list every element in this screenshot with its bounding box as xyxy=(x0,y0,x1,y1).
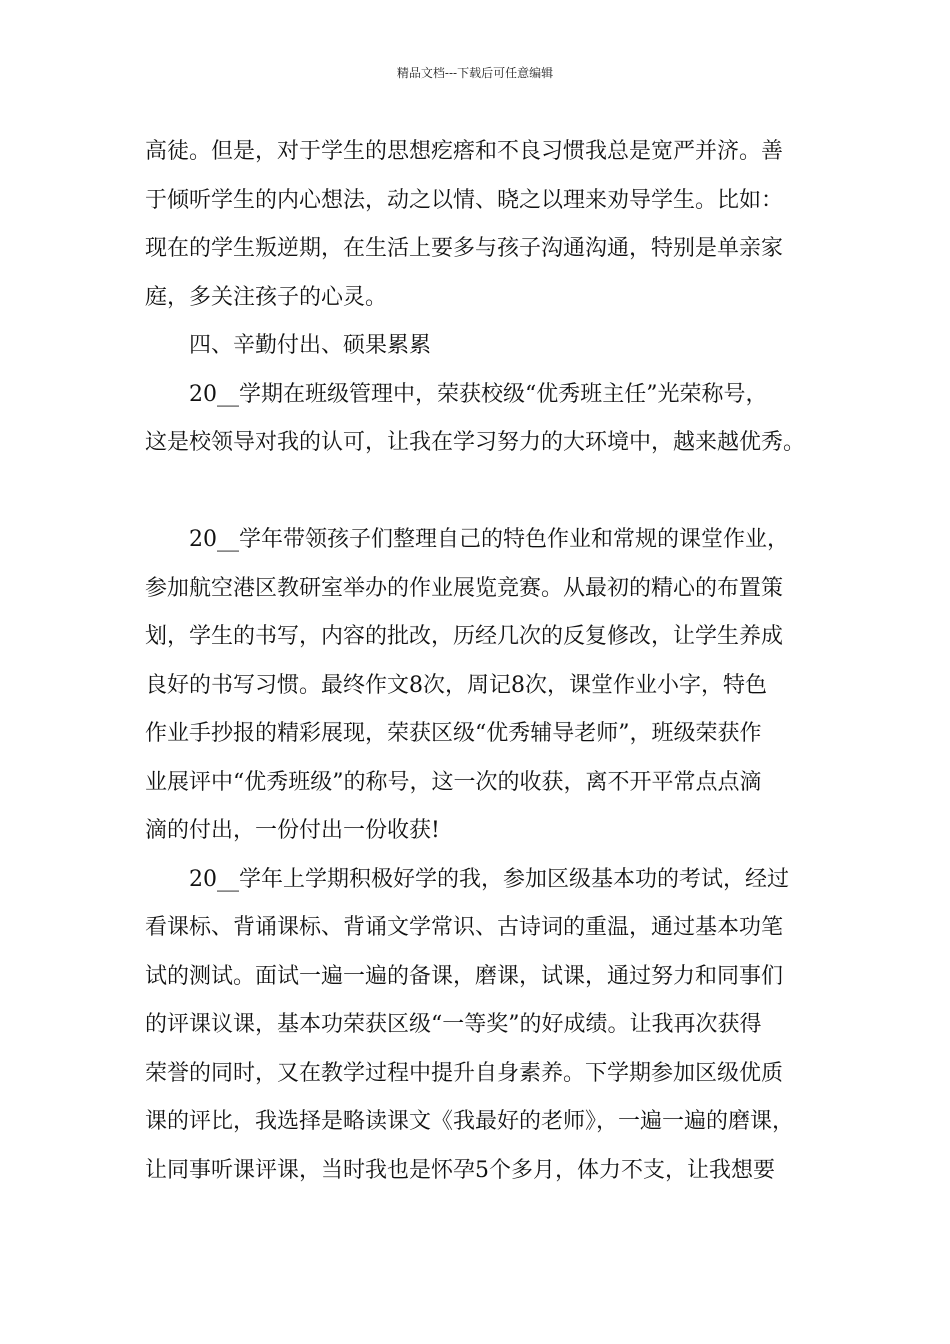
text-line: 让同事听课评课，当时我也是怀孕5个多月，体力不支，让我想要 xyxy=(145,1157,775,1183)
paragraph-class-management xyxy=(145,371,845,468)
text-line: 滴的付出，一份付出一份收获! xyxy=(145,818,440,843)
text-line: 于倾听学生的内心想法，动之以情、晓之以理来劝导学生。比如： xyxy=(145,187,784,213)
text-line: 良好的书写习惯。最终作文8次，周记8次，课堂作业小字，特色 xyxy=(145,672,767,698)
heading-line: 四、辛勤付出、硕果累累 xyxy=(189,333,432,358)
text-line: 这是校领导对我的认可，让我在学习努力的大环境中，越来越优秀。 xyxy=(145,430,806,455)
paragraph-gap xyxy=(145,468,845,517)
text-line: 庭，多关注孩子的心灵。 xyxy=(145,284,388,310)
text-line: 看课标、背诵课标、背诵文学常识、古诗词的重温，通过基本功笔 xyxy=(145,915,784,940)
text-line: 参加航空港区教研室举办的作业展览竞赛。从最初的精心的布置策 xyxy=(145,575,784,601)
text-line: 20__学年上学期积极好学的我，参加区级基本功的考试，经过 xyxy=(189,866,789,892)
text-line: 业展评中“优秀班级”的称号，这一次的收获，离不开平常点点滴 xyxy=(145,769,762,795)
document-body xyxy=(145,128,845,1195)
page-header: 精品文档---下载后可任意编辑 xyxy=(396,66,554,80)
text-line: 作业手抄报的精彩展现，荣获区级“优秀辅导老师”，班级荣获作 xyxy=(145,721,762,746)
text-line: 的评课议课，基本功荣获区级“一等奖”的好成绩。让我再次获得 xyxy=(145,1012,762,1037)
text-line: 现在的学生叛逆期，在生活上要多与孩子沟通沟通，特别是单亲家 xyxy=(145,236,784,261)
text-line: 20__学年带领孩子们整理自己的特色作业和常规的课堂作业， xyxy=(189,527,789,552)
text-line: 高徒。但是，对于学生的思想疙瘩和不良习惯我总是宽严并济。善 xyxy=(145,139,784,164)
text-line: 课的评比，我选择是略读课文《我最好的老师》，一遍一遍的磨课， xyxy=(145,1109,795,1134)
paragraph-continuation xyxy=(145,128,845,322)
paragraph-basic-skills xyxy=(145,856,845,1196)
text-line: 20__学期在班级管理中，荣获校级“优秀班主任”光荣称号， xyxy=(189,381,768,407)
paragraph-homework-exhibition xyxy=(145,516,845,856)
section-heading xyxy=(145,322,845,371)
text-line: 划，学生的书写，内容的批改，历经几次的反复修改，让学生养成 xyxy=(145,624,784,649)
text-line: 荣誉的同时，又在教学过程中提升自身素养。下学期参加区级优质 xyxy=(145,1060,784,1086)
text-line: 试的测试。面试一遍一遍的备课，磨课，试课，通过努力和同事们 xyxy=(145,963,784,989)
